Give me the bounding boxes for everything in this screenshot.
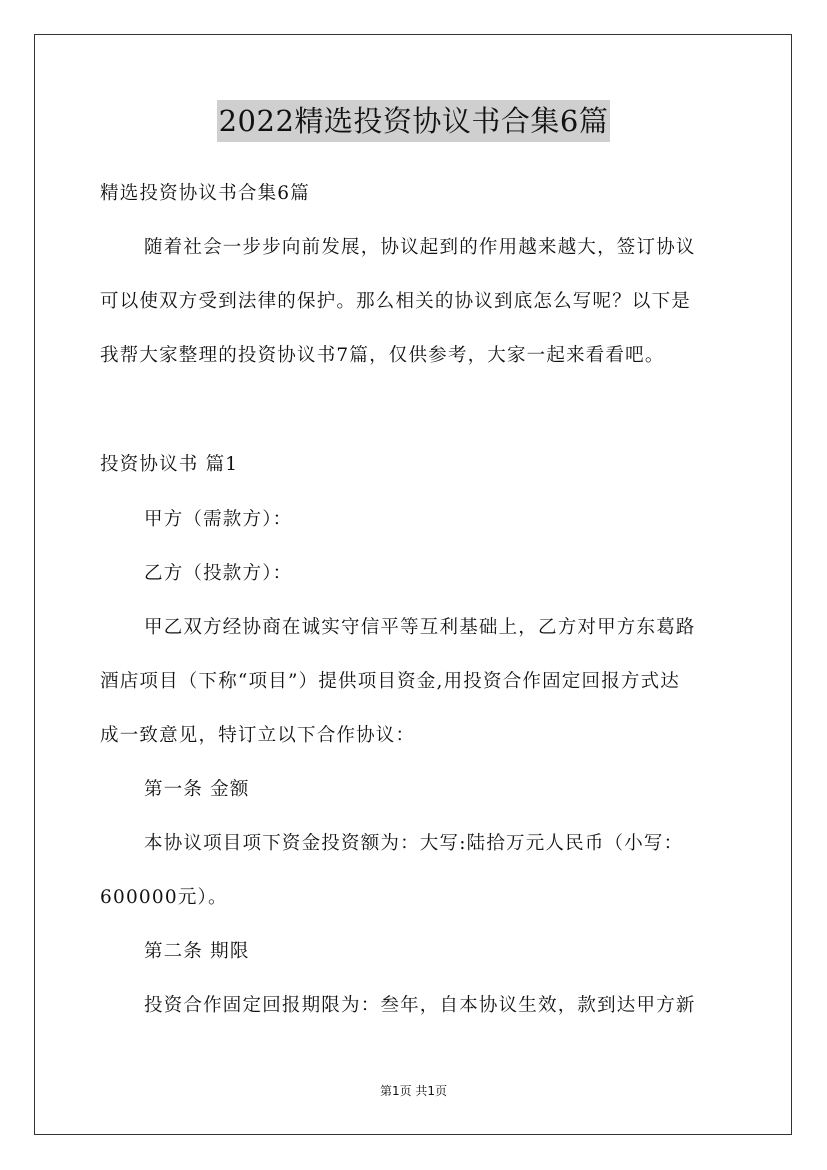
preamble-line-1: 甲乙双方经协商在诚实守信平等互利基础上，乙方对甲方东葛路 — [144, 617, 696, 638]
document-subtitle: 精选投资协议书合集6篇 — [100, 183, 310, 204]
title-container — [0, 100, 827, 142]
section-heading: 投资协议书 篇1 — [100, 454, 239, 475]
article2-heading: 第二条 期限 — [144, 941, 250, 962]
intro-line-3: 我帮大家整理的投资协议书7篇，仅供参考，大家一起来看看吧。 — [100, 345, 665, 366]
article1-line-2: 600000元）。 — [100, 887, 228, 908]
preamble-line-2: 酒店项目（下称“项目”）提供项目资金,用投资合作固定回报方式达 — [100, 671, 680, 692]
preamble-line-3: 成一致意见，特订立以下合作协议： — [100, 725, 416, 746]
article2-line-1: 投资合作固定回报期限为：叁年，自本协议生效，款到达甲方新 — [144, 995, 696, 1016]
page-footer: 第1页 共1页 — [379, 1084, 448, 1098]
intro-line-2: 可以使双方受到法律的保护。那么相关的协议到底怎么写呢？以下是 — [100, 291, 692, 312]
article1-heading: 第一条 金额 — [144, 779, 250, 800]
party-b-label: 乙方（投款方）： — [144, 563, 293, 584]
party-a-label: 甲方（需款方）： — [144, 509, 293, 530]
document-title: 2022精选投资协议书合集6篇 — [217, 100, 611, 142]
intro-line-1: 随着社会一步步向前发展，协议起到的作用越来越大，签订协议 — [144, 237, 696, 258]
article1-line-1: 本协议项目项下资金投资额为：大写:陆拾万元人民币（小写： — [144, 833, 684, 854]
